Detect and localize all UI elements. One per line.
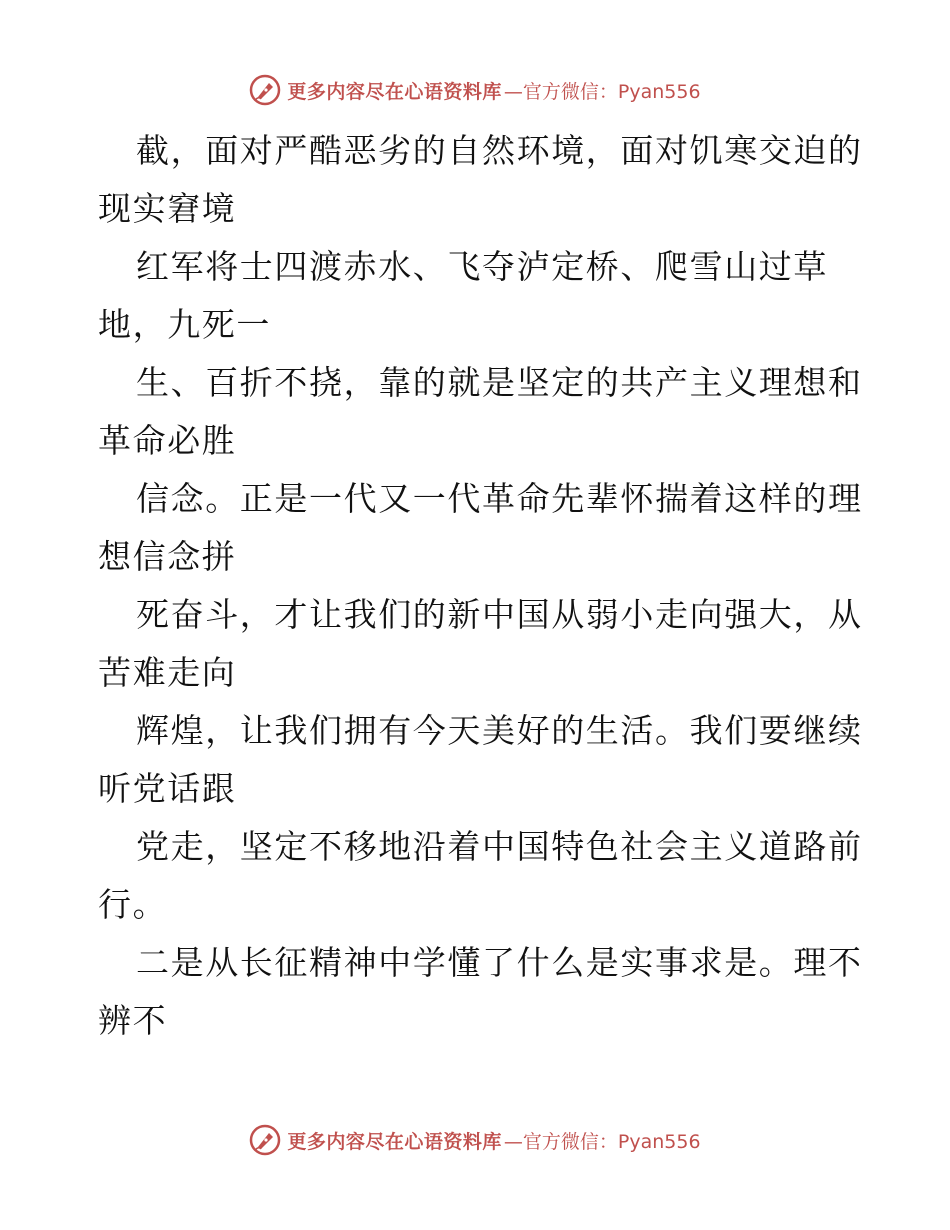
text-line: 行。 xyxy=(98,885,168,924)
footer-banner xyxy=(0,1122,950,1158)
text-line: 想信念拼 xyxy=(98,537,237,576)
text-line: 死奋斗，才让我们的新中国从弱小走向强大，从 xyxy=(136,595,863,634)
text-line: 听党话跟 xyxy=(98,769,237,808)
text-line: 革命必胜 xyxy=(98,421,237,460)
header-banner xyxy=(0,72,950,108)
banner-title: 更多内容尽在心语资料库 xyxy=(287,1130,502,1153)
text-line: 现实窘境 xyxy=(98,189,237,228)
banner-wechat: —官方微信：Pyan556 xyxy=(503,1130,701,1153)
pen-nib-logo-icon xyxy=(249,1124,281,1156)
text-line: 苦难走向 xyxy=(98,653,237,692)
text-line: 辉煌，让我们拥有今天美好的生活。我们要继续 xyxy=(136,711,863,750)
text-line: 辨不 xyxy=(98,1001,168,1040)
text-line: 生、百折不挠，靠的就是坚定的共产主义理想和 xyxy=(136,363,863,402)
text-line: 地，九死一 xyxy=(98,305,271,344)
pen-nib-logo-icon xyxy=(249,74,281,106)
document-body xyxy=(98,122,863,1050)
text-line: 信念。正是一代又一代革命先辈怀揣着这样的理 xyxy=(136,479,863,518)
text-line: 二是从长征精神中学懂了什么是实事求是。理不 xyxy=(136,943,863,982)
banner-wechat: —官方微信：Pyan556 xyxy=(503,80,701,103)
text-line: 截，面对严酷恶劣的自然环境，面对饥寒交迫的 xyxy=(136,131,863,170)
text-line: 党走，坚定不移地沿着中国特色社会主义道路前 xyxy=(136,827,863,866)
banner-title: 更多内容尽在心语资料库 xyxy=(287,80,502,103)
text-line: 红军将士四渡赤水、飞夺泸定桥、爬雪山过草 xyxy=(136,247,828,286)
